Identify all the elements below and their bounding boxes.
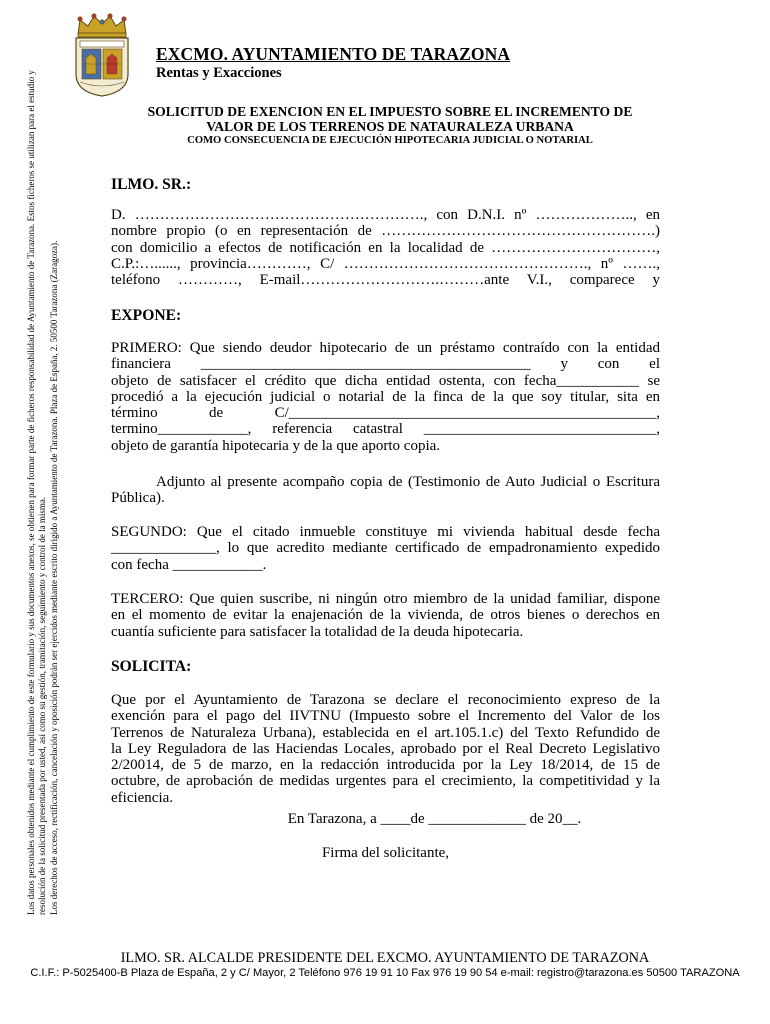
- primero-line-3: objeto de satisfacer el crédito que dicha entidad ostenta, con fecha___________ se: [111, 372, 660, 389]
- data-protection-line-2: resolución de la solicitud presentada por usted, así como su gestión, tramitación, seguimiento y control de la misma.: [37, 496, 48, 915]
- primero-line-4: procedió a la ejecución judicial o notarial de la finca de la que soy titular, sita en: [111, 388, 660, 405]
- primero-line-7: objeto de garantía hipotecaria y de la que aporto copia.: [111, 437, 441, 454]
- representation-line: nombre propio (o en representación de ……………………………………………….): [111, 223, 660, 240]
- solicita-line-6: octubre, de aprobación de medidas urgentes para el crecimiento, la competitividad y la: [111, 773, 660, 790]
- applicant-name-line: D. …………………………………………………., con D.N.I. nº ……………….., en: [111, 207, 660, 223]
- salutation: ILMO. SR.:: [111, 176, 192, 193]
- expone-heading: EXPONE:: [111, 307, 182, 324]
- tercero-line-3: cuantía suficiente para satisfacer la totalidad de la deuda hipotecaria.: [111, 623, 524, 640]
- contact-line: teléfono …………, E-mail……………………….………ante V.I., comparece y: [111, 272, 660, 289]
- contact-info-line: C.I.F.: P-5025400-B Plaza de España, 2 y C/ Mayor, 2 Teléfono 976 19 91 10 Fax 976 19 90 54 e-mail: registro@tarazona.es 50500 TARAZONA: [30, 967, 740, 979]
- primero-line-6: termino____________, referencia catastral _______________________________,: [111, 421, 660, 438]
- solicita-line-4: la Ley Reguladora de las Haciendas Locales, aprobado por el Real Decreto Legislativo: [111, 740, 660, 757]
- solicita-line-3: Terrenos de Naturaleza Urbana), establecida en el art.105.1.c) del Texto Refundido de: [111, 724, 660, 741]
- data-protection-line-1: Los datos personales obtenidos mediante el cumplimiento de este formulario y sus documentos anexos, se obtienen para formar parte de ficheros responsabilidad de Ayuntamiento de Tarazona. Estos ficheros se utilizan para el estudio y: [26, 70, 36, 915]
- adjunto-paragraph: [111, 474, 660, 507]
- adjunto-line-2: Pública).: [111, 490, 165, 507]
- document-title-line-1: SOLICITUD DE EXENCION EN EL IMPUESTO SOBRE EL INCREMENTO DE: [147, 104, 633, 119]
- signature-label: Firma del solicitante,: [321, 845, 450, 861]
- segundo-line-2: ______________, lo que acredito mediante certificado de empadronamiento expedido: [111, 540, 660, 557]
- primero-line-2: financiera ____________________________________________ y con el: [111, 356, 660, 373]
- place-date-line: En Tarazona, a ____de _____________ de 20__.: [287, 811, 582, 827]
- addressee-line: ILMO. SR. ALCALDE PRESIDENTE DEL EXCMO. AYUNTAMIENTO DE TARAZONA: [120, 950, 650, 966]
- municipal-coat-of-arms: [70, 12, 134, 98]
- document-title: [112, 104, 668, 134]
- tercero-paragraph: [111, 591, 660, 640]
- applicant-details: [111, 207, 660, 288]
- solicita-paragraph: [111, 692, 660, 806]
- solicita-line-2: exención para el pago del IIVTNU (Impuesto sobre el Incremento del Valor de los: [111, 708, 660, 725]
- document-subtitle: COMO CONSECUENCIA DE EJECUCIÓN HIPOTECARIA JUDICIAL O NOTARIAL: [187, 135, 593, 146]
- primero-line-5: término de C/_________________________________________________,: [111, 405, 660, 422]
- tercero-line-1: TERCERO: Que quien suscribe, ni ningún otro miembro de la unidad familiar, dispone: [111, 591, 660, 607]
- data-protection-notice: [26, 70, 60, 915]
- segundo-line-3: con fecha ____________.: [111, 556, 267, 573]
- department-name: Rentas y Exacciones: [156, 65, 282, 81]
- data-protection-line-3: Los derechos de acceso, rectificación, cancelación y oposición podrán ser ejercidos mediante escrito dirigido a Ayuntamiento de Tarazona. Plaza de España, 2. 50500 Tarazona (Zaragoza).: [48, 240, 59, 915]
- municipality-title: EXCMO. AYUNTAMIENTO DE TARAZONA: [156, 44, 511, 64]
- tercero-line-2: en el momento de evitar la enajenación de la vivienda, de otros bienes o derechos en: [111, 607, 660, 624]
- segundo-line-1: SEGUNDO: Que el citado inmueble constituye mi vivienda habitual desde fecha: [111, 524, 660, 540]
- postal-address-line: C.P.:…......, provincia…………, C/ …………………………………………., nº …….,: [111, 255, 660, 272]
- segundo-paragraph: [111, 524, 660, 573]
- solicita-line-5: 2/20014, de 5 de marzo, en la redacción introducida por la Ley 18/2014, de 15 de: [111, 757, 660, 774]
- solicita-line-1: Que por el Ayuntamiento de Tarazona se declare el reconocimiento expreso de la: [111, 692, 660, 708]
- address-line: con domicilio a efectos de notificación en la localidad de ……………………………,: [111, 239, 660, 256]
- solicita-line-7: eficiencia.: [111, 789, 174, 806]
- primero-line-1: PRIMERO: Que siendo deudor hipotecario de un préstamo contraído con la entidad: [111, 340, 660, 356]
- adjunto-line-1: Adjunto al presente acompaño copia de (Testimonio de Auto Judicial o Escritura: [156, 474, 660, 490]
- primero-paragraph: [111, 340, 660, 454]
- solicita-heading: SOLICITA:: [111, 658, 192, 675]
- document-title-line-2: VALOR DE LOS TERRENOS DE NATAURALEZA URBANA: [206, 119, 574, 134]
